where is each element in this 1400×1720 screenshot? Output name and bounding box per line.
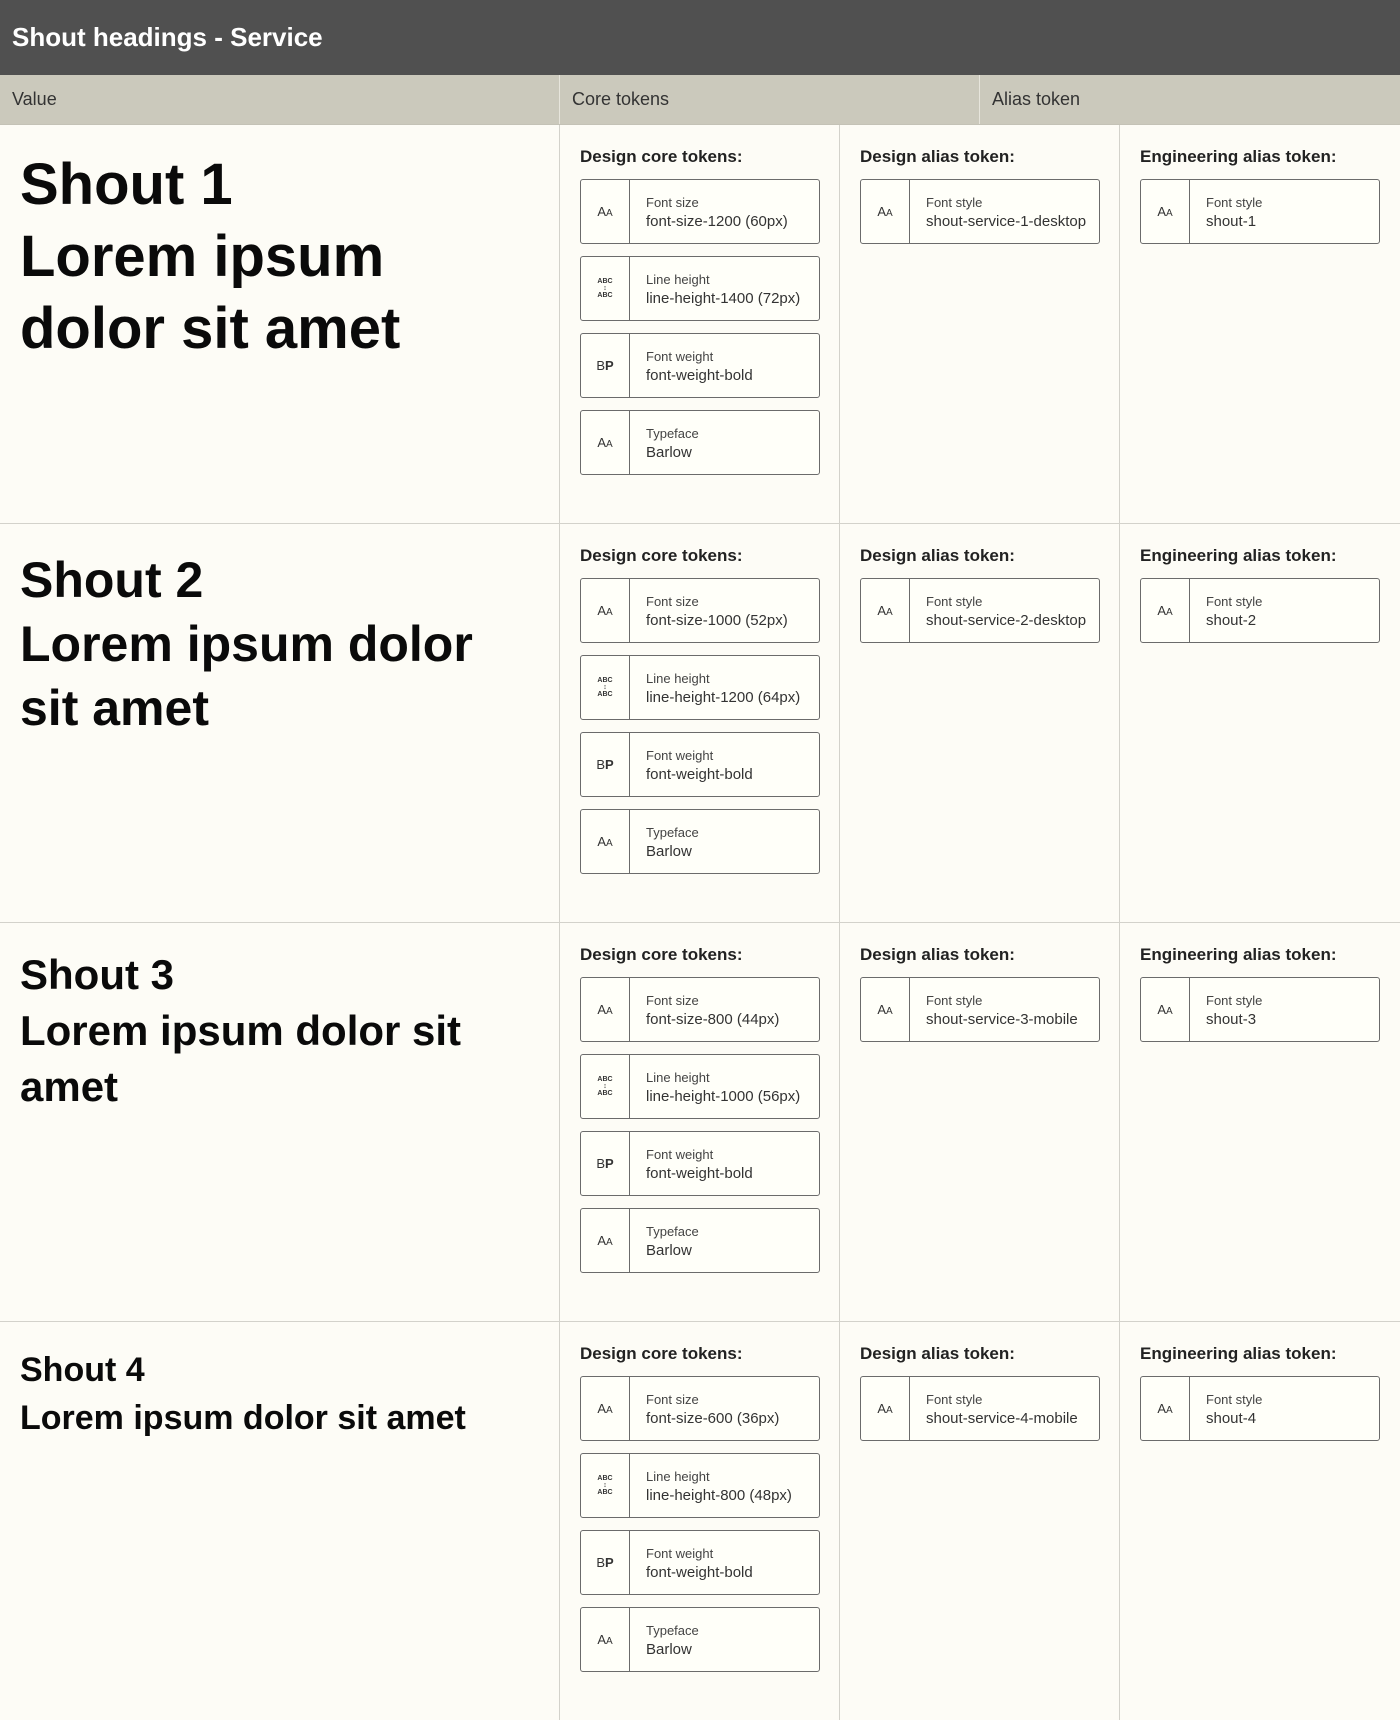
token-typeface <box>580 809 820 874</box>
token-label: Typeface <box>646 825 699 840</box>
line-height-icon: ABC ↕ ABC <box>581 257 630 320</box>
token-value: font-size-1200 (60px) <box>646 213 788 230</box>
token-label: Typeface <box>646 1623 699 1638</box>
token-label: Font size <box>646 195 699 210</box>
token-font-weight <box>580 1131 820 1196</box>
core-tokens-cell <box>560 524 840 922</box>
engineering-alias-cell <box>1120 1322 1400 1720</box>
token-line-height <box>580 1453 820 1518</box>
engineering-alias-cell <box>1120 125 1400 523</box>
token-value: shout-service-2-desktop <box>926 612 1087 629</box>
engineering-alias-cell <box>1120 524 1400 922</box>
token-alias-font-style <box>860 179 1100 244</box>
token-label: Font style <box>1206 594 1263 609</box>
token-value: Barlow <box>646 444 692 461</box>
token-typeface <box>580 410 820 475</box>
token-label: Font style <box>926 195 983 210</box>
font-style-icon: AA <box>1141 1377 1190 1440</box>
design-core-tokens-label: Design core tokens: <box>580 546 743 565</box>
engineering-alias-token-label: Engineering alias token: <box>1140 546 1337 565</box>
token-label: Font style <box>926 594 983 609</box>
shout-sample-text: Lorem ipsum dolor sit amet <box>20 616 473 736</box>
token-font-size <box>580 977 820 1042</box>
token-label: Font weight <box>646 1546 714 1561</box>
engineering-alias-cell <box>1120 923 1400 1321</box>
font-weight-icon: BP <box>581 334 630 397</box>
token-alias-font-style <box>860 977 1100 1042</box>
font-weight-icon: BP <box>581 1531 630 1594</box>
token-engineering-font-style <box>1140 578 1380 643</box>
token-label: Font weight <box>646 349 714 364</box>
token-engineering-font-style <box>1140 977 1380 1042</box>
design-alias-cell <box>840 923 1120 1321</box>
token-engineering-font-style <box>1140 1376 1380 1441</box>
token-label: Font style <box>1206 1392 1263 1407</box>
token-label: Font style <box>1206 195 1263 210</box>
font-size-icon: AA <box>581 579 630 642</box>
token-label: Font style <box>1206 993 1263 1008</box>
token-value: Barlow <box>646 1641 692 1658</box>
token-value: line-height-1200 (64px) <box>646 689 801 706</box>
token-label: Line height <box>646 1469 710 1484</box>
token-value: Barlow <box>646 843 692 860</box>
token-label: Font weight <box>646 748 714 763</box>
font-size-icon: AA <box>581 1377 630 1440</box>
token-label: Line height <box>646 671 710 686</box>
token-typeface <box>580 1607 820 1672</box>
design-alias-token-label: Design alias token: <box>860 1344 1015 1363</box>
token-engineering-font-style <box>1140 179 1380 244</box>
column-header-row <box>0 75 1400 125</box>
design-core-tokens-label: Design core tokens: <box>580 1344 743 1363</box>
design-core-tokens-label: Design core tokens: <box>580 147 743 166</box>
design-alias-cell <box>840 125 1120 523</box>
font-style-icon: AA <box>1141 978 1190 1041</box>
token-font-weight <box>580 1530 820 1595</box>
design-alias-token-label: Design alias token: <box>860 546 1015 565</box>
token-value: font-weight-bold <box>646 1564 753 1581</box>
column-header-value: Value <box>0 75 560 124</box>
token-value: shout-1 <box>1206 213 1257 230</box>
engineering-alias-token-label: Engineering alias token: <box>1140 147 1337 166</box>
token-label: Typeface <box>646 426 699 441</box>
shout-title: Shout 3 <box>20 951 174 998</box>
token-value: line-height-1400 (72px) <box>646 290 801 307</box>
table-row <box>0 1322 1400 1720</box>
typeface-icon: AA <box>581 810 630 873</box>
core-tokens-cell <box>560 923 840 1321</box>
token-font-size <box>580 578 820 643</box>
shout-title: Shout 4 <box>20 1351 145 1389</box>
token-value: shout-service-3-mobile <box>926 1011 1078 1028</box>
token-value: font-size-600 (36px) <box>646 1410 780 1427</box>
design-core-tokens-label: Design core tokens: <box>580 945 743 964</box>
token-label: Font weight <box>646 1147 714 1162</box>
font-style-icon: AA <box>861 978 910 1041</box>
typeface-icon: AA <box>581 1209 630 1272</box>
core-tokens-cell <box>560 125 840 523</box>
token-value: font-size-800 (44px) <box>646 1011 780 1028</box>
font-weight-icon: BP <box>581 1132 630 1195</box>
line-height-icon: ABC ↕ ABC <box>581 656 630 719</box>
token-value: shout-4 <box>1206 1410 1257 1427</box>
token-label: Line height <box>646 272 710 287</box>
font-size-icon: AA <box>581 978 630 1041</box>
token-alias-font-style <box>860 1376 1100 1441</box>
token-font-size <box>580 1376 820 1441</box>
token-label: Font size <box>646 993 699 1008</box>
token-value: shout-2 <box>1206 612 1257 629</box>
token-value: line-height-1000 (56px) <box>646 1088 801 1105</box>
token-value: font-weight-bold <box>646 1165 753 1182</box>
engineering-alias-token-label: Engineering alias token: <box>1140 945 1337 964</box>
token-value: shout-3 <box>1206 1011 1257 1028</box>
font-style-icon: AA <box>861 1377 910 1440</box>
token-line-height <box>580 655 820 720</box>
core-tokens-cell <box>560 1322 840 1720</box>
design-alias-token-label: Design alias token: <box>860 147 1015 166</box>
token-value: font-weight-bold <box>646 766 753 783</box>
value-cell <box>0 923 560 1321</box>
token-alias-font-style <box>860 578 1100 643</box>
shout-title: Shout 2 <box>20 552 204 608</box>
token-value: font-size-1000 (52px) <box>646 612 788 629</box>
token-label: Font size <box>646 1392 699 1407</box>
token-table <box>0 125 1400 1720</box>
token-label: Font style <box>926 993 983 1008</box>
shout-title: Shout 1 <box>20 152 233 217</box>
font-style-icon: AA <box>1141 579 1190 642</box>
token-label: Font style <box>926 1392 983 1407</box>
font-size-icon: AA <box>581 180 630 243</box>
engineering-alias-token-label: Engineering alias token: <box>1140 1344 1337 1363</box>
design-alias-cell <box>840 524 1120 922</box>
value-cell <box>0 1322 560 1720</box>
token-label: Line height <box>646 1070 710 1085</box>
token-line-height <box>580 1054 820 1119</box>
table-row <box>0 125 1400 524</box>
value-cell <box>0 524 560 922</box>
token-label: Typeface <box>646 1224 699 1239</box>
token-font-weight <box>580 732 820 797</box>
line-height-icon: ABC ↕ ABC <box>581 1055 630 1118</box>
value-cell <box>0 125 560 523</box>
token-font-size <box>580 179 820 244</box>
table-row <box>0 524 1400 923</box>
token-value: Barlow <box>646 1242 692 1259</box>
typeface-icon: AA <box>581 1608 630 1671</box>
token-line-height <box>580 256 820 321</box>
token-value: line-height-800 (48px) <box>646 1487 792 1504</box>
token-value: font-weight-bold <box>646 367 753 384</box>
design-alias-token-label: Design alias token: <box>860 945 1015 964</box>
token-value: shout-service-4-mobile <box>926 1410 1078 1427</box>
token-label: Font size <box>646 594 699 609</box>
font-style-icon: AA <box>861 180 910 243</box>
token-typeface <box>580 1208 820 1273</box>
column-header-alias-token: Alias token <box>992 89 1081 109</box>
shout-sample-text: Lorem ipsum dolor sit amet <box>20 224 401 361</box>
font-weight-icon: BP <box>581 733 630 796</box>
table-row <box>0 923 1400 1322</box>
column-header-core-tokens: Core tokens <box>560 75 980 124</box>
typeface-icon: AA <box>581 411 630 474</box>
font-style-icon: AA <box>861 579 910 642</box>
token-font-weight <box>580 333 820 398</box>
shout-sample-text: Lorem ipsum dolor sit amet <box>20 1007 462 1110</box>
token-value: shout-service-1-desktop <box>926 213 1087 230</box>
font-style-icon: AA <box>1141 180 1190 243</box>
design-alias-cell <box>840 1322 1120 1720</box>
page-title: Shout headings - Service <box>0 0 1400 75</box>
line-height-icon: ABC ↕ ABC <box>581 1454 630 1517</box>
shout-sample-text: Lorem ipsum dolor sit amet <box>20 1399 466 1437</box>
